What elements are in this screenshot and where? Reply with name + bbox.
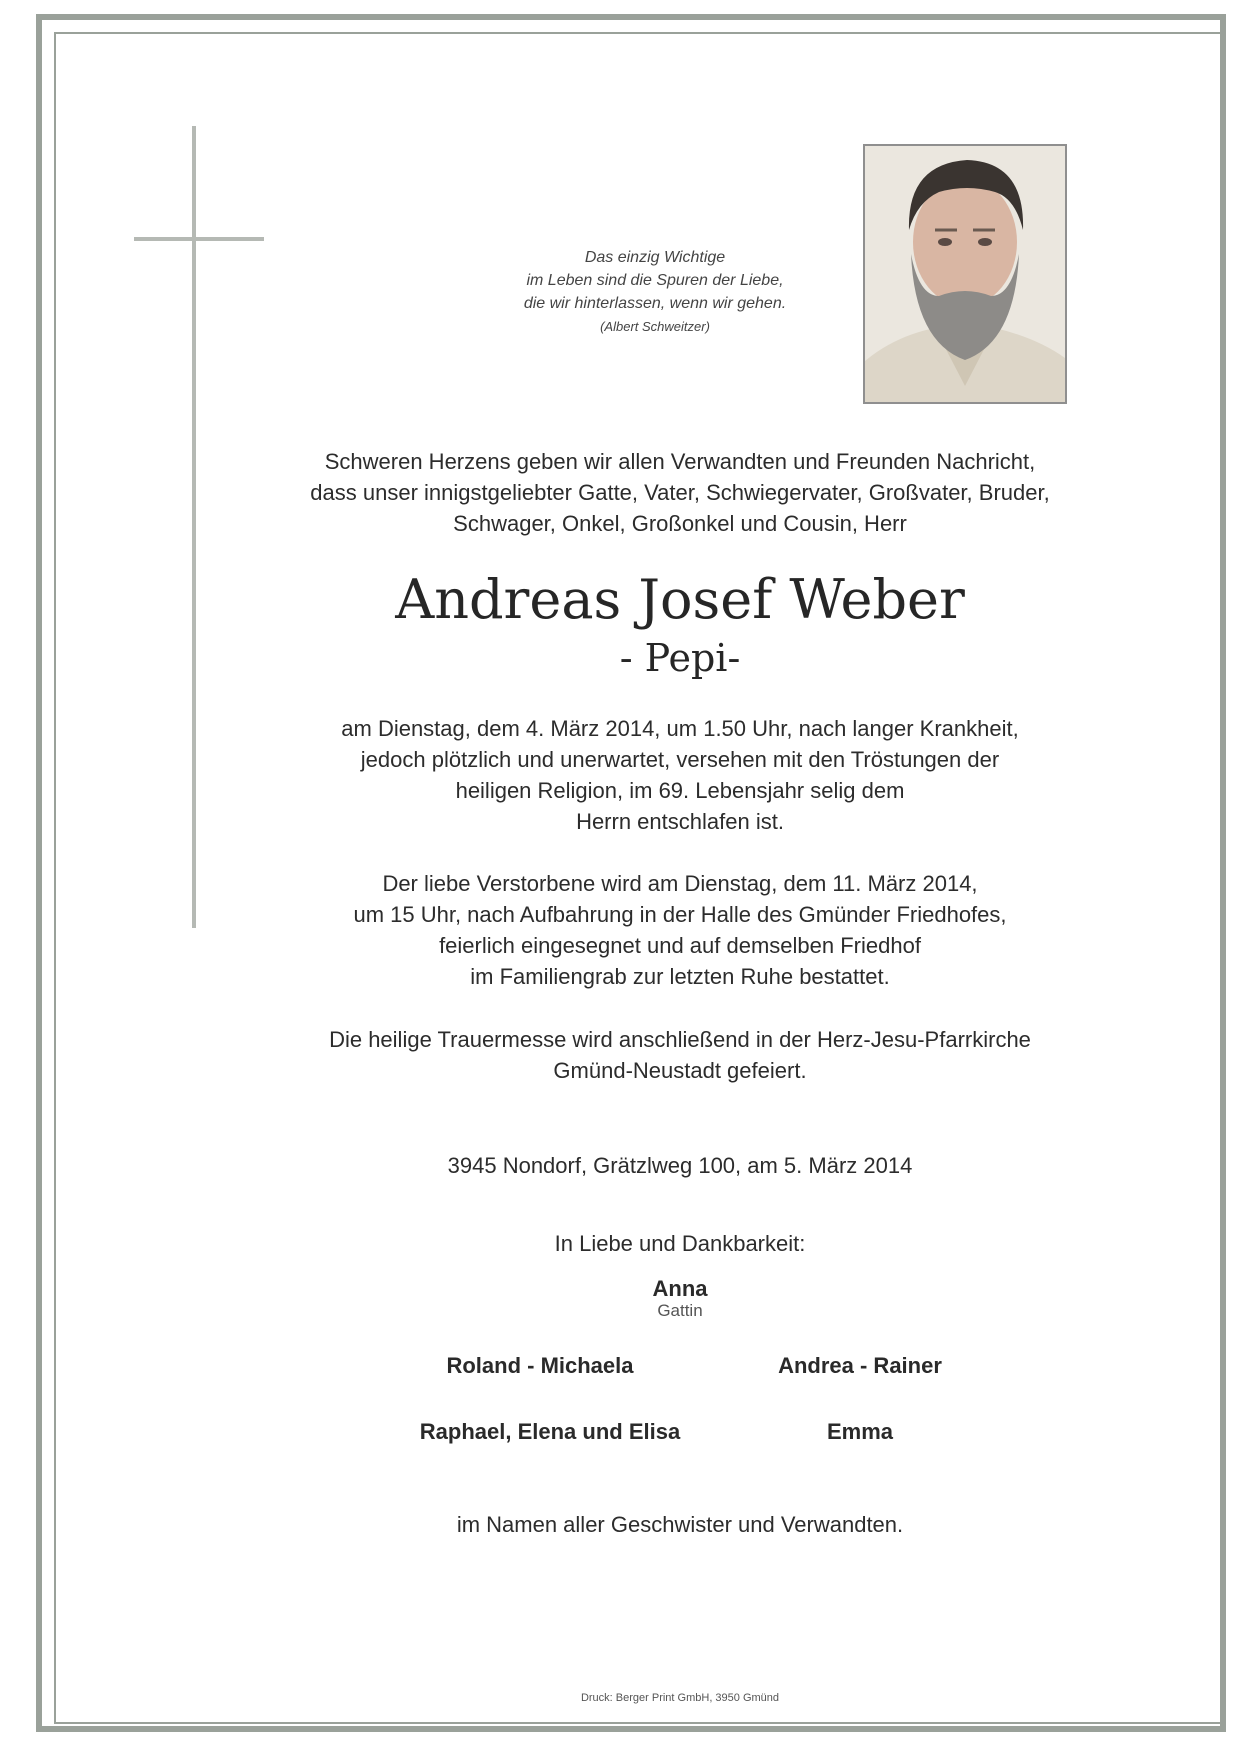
mass-line: Gmünd-Neustadt gefeiert. [553,1058,807,1083]
funeral-line: im Familiengrab zur letzten Ruhe bestattet. [470,964,890,989]
mourner-name: Roland - Michaela [446,1353,634,1378]
death-notice-line: Herrn entschlafen ist. [576,809,784,834]
printer-credit: Druck: Berger Print GmbH, 3950 Gmünd [580,1692,780,1704]
deceased-nickname: - Pepi- [619,636,741,680]
mass-line: Die heilige Trauermesse wird anschließend in der Herz-Jesu-Pfarrkirche [329,1027,1031,1052]
quote-author: (Albert Schweitzer) [600,319,710,334]
quote-line: im Leben sind die Spuren der Liebe, [526,272,784,289]
deceased-name: Andreas Josef Weber [395,568,965,631]
closing-phrase: In Liebe und Dankbarkeit: [554,1231,806,1256]
death-notice-line: am Dienstag, dem 4. März 2014, um 1.50 Uhr, nach langer Krankheit, [341,716,1019,741]
quote-line: die wir hinterlassen, wenn wir gehen. [523,295,787,312]
cross-icon-horizontal [134,237,264,241]
mourner-name: Raphael, Elena und Elisa [419,1419,681,1444]
funeral-line: Der liebe Verstorbene wird am Dienstag, dem 11. März 2014, [382,871,978,896]
funeral-line: um 15 Uhr, nach Aufbahrung in der Halle des Gmünder Friedhofes, [353,902,1007,927]
death-notice-line: heiligen Religion, im 69. Lebensjahr selig dem [455,778,905,803]
death-notice-line: jedoch plötzlich und unerwartet, versehen mit den Tröstungen der [360,747,1000,772]
announcement [240,446,1120,539]
funeral-info [240,868,1120,992]
family-footer: im Namen aller Geschwister und Verwandten. [456,1512,904,1537]
funeral-line: feierlich eingesegnet und auf demselben Friedhof [439,933,921,958]
place-date: 3945 Nondorf, Grätzlweg 100, am 5. März 2014 [447,1153,913,1178]
announcement-line: dass unser innigstgeliebter Gatte, Vater, Schwiegervater, Großvater, Bruder, [310,480,1050,505]
mourner-name: Emma [826,1419,894,1444]
mourner-widow-relation: Gattin [657,1301,703,1320]
portrait-photo [863,144,1067,404]
announcement-line: Schweren Herzens geben wir allen Verwandten und Freunden Nachricht, [324,449,1036,474]
quote-line: Das einzig Wichtige [584,249,726,266]
death-notice [240,713,1120,837]
mourner-name: Andrea - Rainer [778,1353,942,1378]
announcement-line: Schwager, Onkel, Großonkel und Cousin, Herr [453,511,907,536]
mass-info [240,1024,1120,1086]
portrait-photo-icon [865,146,1065,402]
mourner-widow: Anna [652,1276,708,1301]
quote [470,246,840,338]
cross-icon-vertical [192,126,196,928]
